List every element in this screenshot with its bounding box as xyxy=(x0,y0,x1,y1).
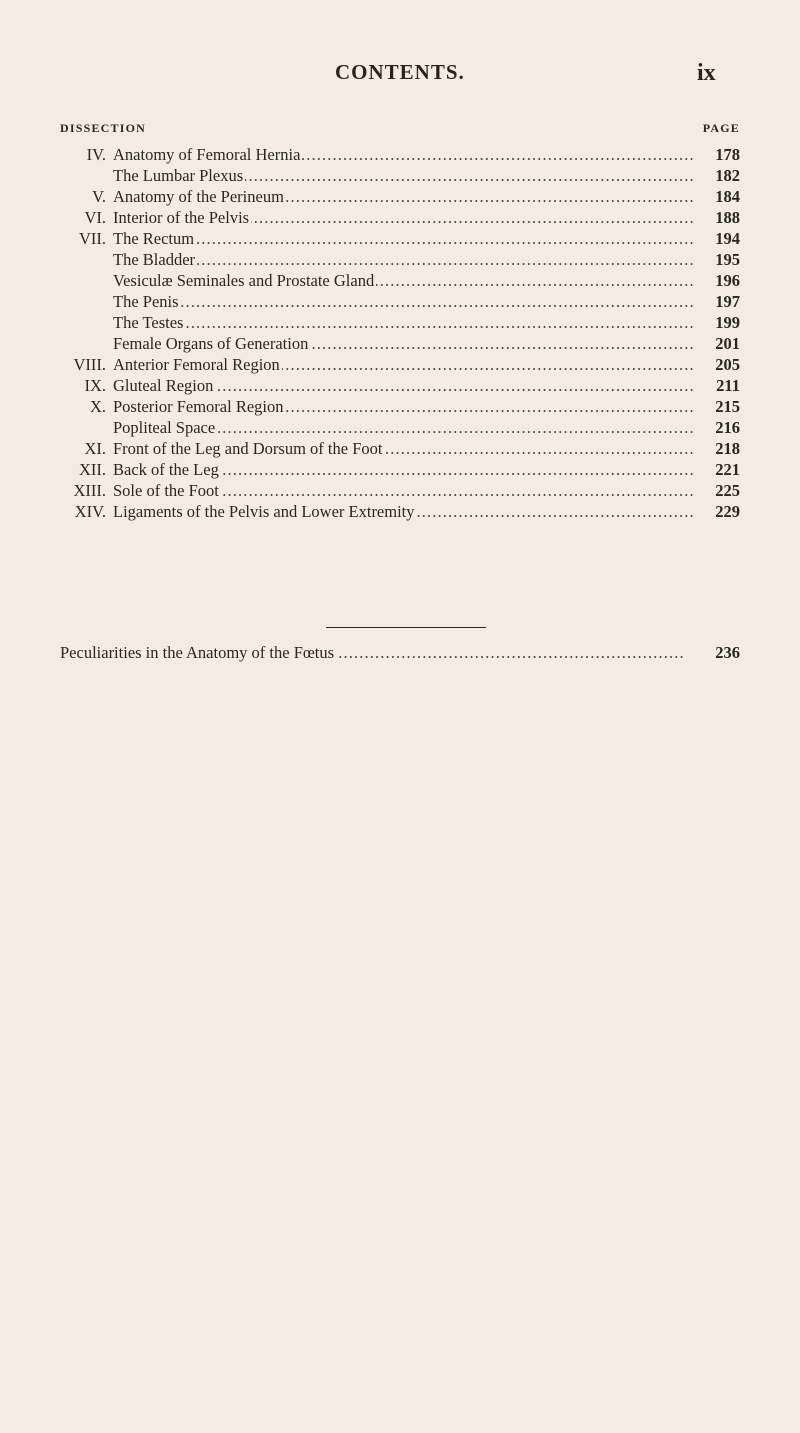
toc-entry xyxy=(60,417,740,438)
toc-entry xyxy=(60,207,740,228)
entry-title-line xyxy=(112,438,694,459)
entry-title: Posterior Femoral Region xyxy=(113,397,284,416)
entry-title-line xyxy=(112,375,694,396)
toc-entry xyxy=(60,480,740,501)
toc-entry xyxy=(60,165,740,186)
toc-entry xyxy=(60,249,740,270)
toc-entry xyxy=(60,501,740,522)
entry-number: VI. xyxy=(84,208,106,227)
toc-entry xyxy=(60,459,740,480)
entry-title: The Testes xyxy=(113,313,184,332)
appendix-entry-block xyxy=(60,642,740,663)
entry-title: Front of the Leg and Dorsum of the Foot xyxy=(113,439,383,458)
entry-title-line xyxy=(112,165,694,186)
appendix-page: 236 xyxy=(715,643,740,662)
entry-page: 182 xyxy=(715,166,740,185)
entry-title: The Lumbar Plexus xyxy=(113,166,244,185)
entry-title-line xyxy=(112,417,694,438)
entry-title: Interior of the Pelvis xyxy=(113,208,250,227)
table-of-contents xyxy=(60,144,740,522)
page-title: CONTENTS. xyxy=(335,60,465,84)
entry-page: 218 xyxy=(715,439,740,458)
entry-number: IX. xyxy=(84,376,106,395)
toc-entry xyxy=(60,228,740,249)
entry-title-line xyxy=(112,501,694,522)
entry-title: The Penis xyxy=(113,292,179,311)
toc-entry xyxy=(60,333,740,354)
entry-title: Vesiculæ Seminales and Prostate Gland xyxy=(113,271,375,290)
dissection-column-label: DISSECTION xyxy=(60,121,147,135)
entry-title: Female Organs of Generation xyxy=(113,334,309,353)
entry-number: VII. xyxy=(78,229,106,248)
entry-title-line xyxy=(112,249,694,270)
entry-title-line xyxy=(112,291,694,312)
entry-number: XII. xyxy=(78,460,106,479)
entry-page: 197 xyxy=(715,292,740,311)
toc-entry xyxy=(60,312,740,333)
entry-title-line xyxy=(112,312,694,333)
entry-page: 229 xyxy=(715,502,740,521)
entry-page: 215 xyxy=(715,397,740,416)
toc-entry xyxy=(60,375,740,396)
entry-page: 205 xyxy=(715,355,740,374)
entry-title: Ligaments of the Pelvis and Lower Extremity xyxy=(113,502,415,521)
entry-page: 201 xyxy=(715,334,740,353)
entry-title: Sole of the Foot xyxy=(113,481,219,500)
entry-number: X. xyxy=(89,397,106,416)
entry-number: XIV. xyxy=(74,502,106,521)
toc-entry xyxy=(60,396,740,417)
entry-page: 188 xyxy=(715,208,740,227)
page-number: ix xyxy=(697,60,716,86)
toc-entry xyxy=(60,144,740,165)
entry-title-line xyxy=(60,642,694,663)
entry-number: XIII. xyxy=(73,481,106,500)
toc-entry xyxy=(60,186,740,207)
entry-title-line xyxy=(112,186,694,207)
entry-page: 195 xyxy=(715,250,740,269)
entry-title-line xyxy=(112,207,694,228)
entry-title: Anatomy of the Perineum xyxy=(113,187,284,206)
entry-page: 178 xyxy=(715,145,740,164)
entry-number: V. xyxy=(92,187,106,206)
entry-number: XI. xyxy=(84,439,106,458)
toc-entry xyxy=(60,291,740,312)
entry-title: Gluteal Region xyxy=(113,376,214,395)
appendix-title: Peculiarities in the Anatomy of the Fœtus xyxy=(60,643,335,662)
entry-title: The Bladder xyxy=(113,250,196,269)
entry-title-line xyxy=(112,396,694,417)
entry-page: 225 xyxy=(715,481,740,500)
page-column-label: PAGE xyxy=(702,121,740,135)
entry-title: The Rectum xyxy=(113,229,195,248)
column-headings xyxy=(60,121,740,139)
entry-number: IV. xyxy=(86,145,106,164)
entry-title-line xyxy=(112,144,694,165)
entry-title-line xyxy=(112,480,694,501)
running-head xyxy=(0,60,800,90)
toc-entry xyxy=(60,354,740,375)
toc-entry xyxy=(60,270,740,291)
entry-title-line xyxy=(112,333,694,354)
entry-page: 199 xyxy=(715,313,740,332)
entry-title: Back of the Leg xyxy=(113,460,219,479)
entry-title-line xyxy=(112,228,694,249)
entry-title-line xyxy=(112,270,694,291)
toc-entry xyxy=(60,438,740,459)
entry-page: 221 xyxy=(715,460,740,479)
entry-page: 216 xyxy=(715,418,740,437)
entry-page: 196 xyxy=(715,271,740,290)
toc-entry xyxy=(60,642,740,663)
entry-title: Anterior Femoral Region xyxy=(113,355,280,374)
entry-page: 184 xyxy=(715,187,740,206)
entry-title: Popliteal Space xyxy=(113,418,216,437)
entry-number: VIII. xyxy=(73,355,106,374)
entry-title-line xyxy=(112,354,694,375)
entry-title-line xyxy=(112,459,694,480)
entry-page: 194 xyxy=(715,229,740,248)
section-divider xyxy=(326,627,486,628)
entry-page: 211 xyxy=(716,376,740,395)
entry-title: Anatomy of Femoral Hernia xyxy=(113,145,301,164)
